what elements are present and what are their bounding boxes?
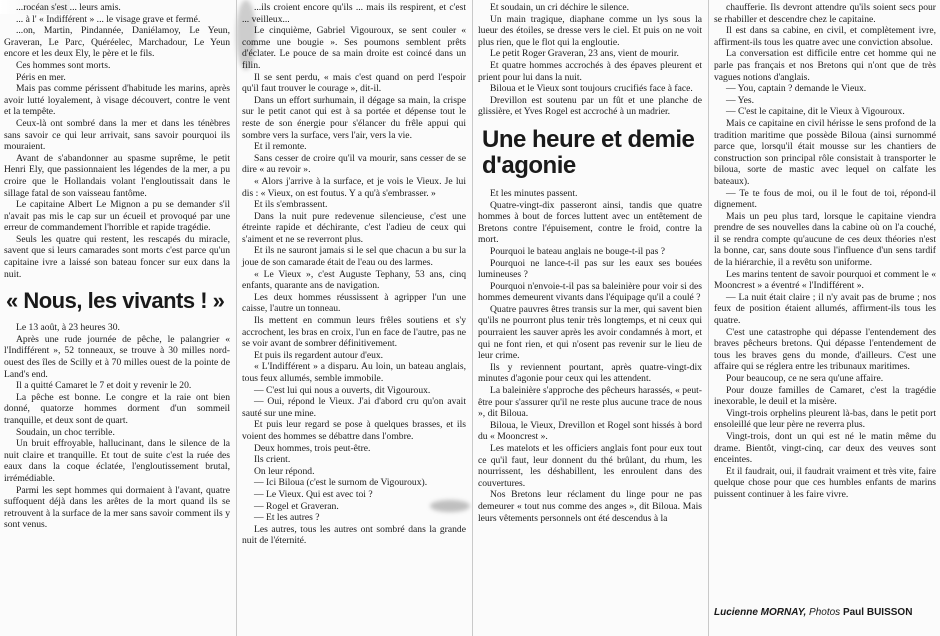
article-column-1 xyxy=(0,0,234,636)
paragraph: Biloua et le Vieux sont toujours crucifiés face à face. xyxy=(490,83,693,95)
paragraph: Nos Bretons leur réclament du linge pour ne pas demeurer « tout nus comme des anges », dit Biloua. Mais leurs vêtements personnels ont été descendus à la xyxy=(478,489,702,524)
column-1-bottom-text xyxy=(4,322,230,531)
paragraph: La pêche est bonne. Le congre et la raie ont bien donné, quatorze hommes dorment d'un sommeil tranquille, et deux sont de quart. xyxy=(4,391,230,426)
paragraph: Ils y reviennent pourtant, après quatre-vingt-dix minutes d'agonie pour ceux qui les attendent. xyxy=(478,361,702,385)
paragraph: Et puis leur regard se pose à quelques brasses, et ils voient des hommes se débattre dans l'ombre. xyxy=(242,419,466,442)
photographer-name: Paul BUISSON xyxy=(842,607,913,618)
column-3-bottom-text xyxy=(478,188,702,524)
paragraph: — You, captain ? demande le Vieux. xyxy=(726,83,867,95)
paragraph: Il est dans sa cabine, en civil, et complètement ivre, affirment-ils tous les quatre avec une conviction absolue. xyxy=(714,25,936,48)
paragraph: Il se sent perdu, « mais c'est quand on perd l'espoir qu'il faut trouver le courage », dit-il. xyxy=(242,71,466,95)
paragraph: Péris en mer. xyxy=(16,71,66,83)
paragraph: La baleinière s'approche des pêcheurs harassés, « peut-être pour s'assurer qu'il ne reste plus aucune trace de nous », dit Biloua. xyxy=(478,385,702,420)
paragraph: ...ils croient encore qu'ils ... mais ils respirent, et c'est ... veilleux... xyxy=(242,2,466,25)
paragraph: Pourquoi le bateau anglais ne bouge-t-il pas ? xyxy=(490,245,666,257)
paragraph: Drevillon est soutenu par un fût et une planche de glissière, et Yves Rogel est accroché à un madrier. xyxy=(478,94,702,118)
paragraph: ... à l' « Indifférent » ... le visage grave et fermé. xyxy=(16,13,201,25)
paragraph: Les autres, tous les autres ont sombré dans la grande nuit de l'éternité. xyxy=(242,523,466,547)
paragraph: Pour beaucoup, ce ne sera qu'une affaire. xyxy=(726,373,884,384)
paragraph: Et soudain, un cri déchire le silence. xyxy=(490,2,630,13)
paragraph: Ces hommes sont morts. xyxy=(16,59,111,71)
paragraph: Mais un peu plus tard, lorsque le capitaine viendra prendre de ses nouvelles dans la cabine où on l'a couché, il se rendra compte qu'aucune de ces deux théories n'est la bonne, car, sans doute sous l'influence d'un sens tardif de la hiérarchie, il a revêtu son uniforme. xyxy=(714,210,936,269)
section-heading-nous-les-vivants: « Nous, les vivants ! » xyxy=(6,288,225,314)
paragraph: — Te te fous de moi, ou il le fout de toi, répond-il dignement. xyxy=(714,187,936,211)
paragraph: chaufferie. Ils devront attendre qu'ils soient secs pour se rhabiller et descendre chez le capitaine. xyxy=(714,2,936,25)
photos-label: Photos xyxy=(806,607,843,618)
paragraph: Ils crient. xyxy=(254,454,291,466)
paragraph: Dans un effort surhumain, il dégage sa main, la crispe sur le petit canot qui est à sa portée et dépense tout le reste de son énergie pour s'élancer du frêle appui qui sombre vers la surface, vers l'air, vers la vie. xyxy=(242,94,466,141)
paragraph: « Le Vieux », c'est Auguste Tephany, 53 ans, cinq enfants, quarante ans de navigation. xyxy=(242,268,466,292)
paragraph: — C'est lui qui nous a ouverts, dit Vigouroux. xyxy=(254,384,431,396)
paragraph: Le capitaine Albert Le Mignon a pu se demander s'il n'avait pas mis le cap sur un écueil et provoqué par une erreur de commandement l'horrible et rapide tragédie. xyxy=(4,199,230,234)
paragraph: La conversation est difficile entre cet homme qui ne parle pas français et nos Bretons qui n'ont que de très vagues notions d'anglais. xyxy=(714,48,936,83)
paragraph: Et ils s'embrassent. xyxy=(254,199,328,211)
paragraph: Pour douze familles de Camaret, c'est la tragédie inexorable, le deuil et la misère. xyxy=(714,384,936,408)
section-heading-une-heure-et-demie: Une heure et demie d'agonie xyxy=(482,125,695,179)
paragraph: Les marins tentent de savoir pourquoi et comment le « Mooncrest » a éventré « l'Indifférent ». xyxy=(714,268,936,292)
paragraph: — La nuit était claire ; il n'y avait pas de brume ; nos feux de position étaient allumés, affirment-ils tous les quatre. xyxy=(714,291,936,327)
paragraph: Mais pas comme périssent d'habitude les marins, après avoir lutté loyalement, à visage découvert, contre le vent et la tempête. xyxy=(4,83,230,118)
paragraph: Mais ce capitaine en civil hérisse le sens profond de la tradition maritime que possède Biloua (ainsi surnommé parce que, lorsqu'il était mousse sur les chantiers de construction son principal rôle consistait à transporter le biloua, sorte de mastic avec lequel on calfate les bateaux). xyxy=(714,117,936,187)
paragraph: ...rocéan s'est ... leurs amis. xyxy=(16,2,121,13)
paragraph: Quatre-vingt-dix passeront ainsi, tandis que quatre hommes à bout de forces luttent avec un entêtement de Bretons contre l'épuisement, contre le froid, contre la mort. xyxy=(478,199,702,246)
paragraph: Les matelots et les officiers anglais font pour eux tout ce qu'il faut, leur donnent du thé brûlant, du rhum, les nourrissent, les déshabillent, les enroulent dans des couvertures. xyxy=(478,443,702,489)
paragraph: Avant de s'abandonner au spasme suprême, le petit Henri Ely, que passionnaient les légendes de la mer, a pu croire que le Hollandais volant l'engloutissait dans le sillage fatal de son vaisseau fantôme. xyxy=(4,152,230,199)
column-separator xyxy=(236,0,237,636)
paragraph: Vingt-trois orphelins pleurent là-bas, dans le petit port ensoleillé que leur père ne reverra plus. xyxy=(714,407,936,431)
paragraph: Ils mettent en commun leurs frêles soutiens et s'y accrochent, les bras en croix, l'un en face de l'autre, pas ne se voir avant de sombrer définitivement. xyxy=(242,315,467,350)
paragraph: Sans cesser de croire qu'il va mourir, sans cesser de se dire « au revoir ». xyxy=(242,152,466,176)
paragraph: Un bruit effroyable, hallucinant, dans le silence de la nuit claire et tranquille. Et tout de suite c'est la ruée des eaux dans la coque éclatée, l'engloutissement brutal, irrémédiable. xyxy=(4,438,230,484)
paragraph: Le cinquième, Gabriel Vigouroux, se sent couler « comme une bougie ». Ses poumons semblent prêts d'éclater. Le pouce de sa main droite est coincé dans un filin. xyxy=(242,25,466,71)
paragraph: « L'Indifférent » a disparu. Au loin, un bateau anglais, tous feux allumés, semble immobile. xyxy=(242,361,466,384)
paragraph: Ceux-là ont sombré dans la mer et dans les ténèbres sans savoir ce qui leur arrivait, sans savoir pourquoi ils mouraient. xyxy=(4,117,230,153)
paragraph: — Oui, répond le Vieux. J'ai d'abord cru qu'on avait sauté sur une mine. xyxy=(242,396,466,419)
paragraph: — Le Vieux. Qui est avec toi ? xyxy=(254,488,373,500)
paragraph: Parmi les sept hommes qui dormaient à l'avant, quatre suffoquent déjà dans les arêtes de la mort quand ils se retrouvent à la surface de la mer sans savoir comment ils y sont venus. xyxy=(4,484,230,531)
paragraph: Et puis ils regardent autour d'eux. xyxy=(254,349,384,361)
paragraph: Le petit Roger Graveran, 23 ans, vient de mourir. xyxy=(490,48,679,60)
paragraph: — Yes. xyxy=(726,94,754,106)
paragraph: Il a quitté Camaret le 7 et doit y revenir le 20. xyxy=(16,380,192,392)
article-column-2 xyxy=(238,0,470,636)
byline-credit xyxy=(714,607,936,618)
paragraph: Pourquoi ne lance-t-il pas sur les eaux ses bouées lumineuses ? xyxy=(478,257,702,281)
paragraph: « Alors j'arrive à la surface, et je vois le Vieux. Je lui dis : « Vieux, on est foutus. Y a qu'à s'embrasser. » xyxy=(242,175,466,199)
paragraph: — Rogel et Graveran. xyxy=(254,500,339,512)
paragraph: ...on, Martin, Pindannée, Daniélamoy, Le Yeun, Graveran, Le Parc, Quéréelec, Marchadour, Le Yeun encore et les deux Ely, le père et le fils. xyxy=(4,25,230,60)
paragraph: Quatre pauvres êtres transis sur la mer, qui savent bien qu'ils ne pourront plus tenir très longtemps, et ni ceux qui pourraient les sauver après les avoir condamnés à mort, et qui ne font rien, et qui n'osent pas revenir sur le lieu de leur crime. xyxy=(478,303,702,362)
paragraph: On leur répond. xyxy=(254,465,315,477)
paragraph: Biloua, le Vieux, Drevillon et Rogel sont hissés à bord du « Mooncrest ». xyxy=(478,419,702,443)
paragraph: Seuls les quatre qui restent, les rescapés du miracle, savent que si leurs camarades sont morts c'est parce qu'un capitaine ivre a laissé son bateau foncer sur eux dans la nuit. xyxy=(4,233,230,280)
paragraph: — Et les autres ? xyxy=(254,512,320,524)
column-1-top-text xyxy=(4,2,230,280)
paragraph: Et les minutes passent. xyxy=(490,187,578,199)
paragraph: Soudain, un choc terrible. xyxy=(16,426,115,438)
paragraph: Dans la nuit pure redevenue silencieuse, c'est une étreinte rapide et déchirante, c'est l'adieu de ceux qui s'aiment et ne se reverront plus. xyxy=(242,210,466,245)
paragraph: Après une rude journée de pêche, le palangrier « l'Indifférent », 52 tonneaux, se trouve à 30 milles nord-ouest des îles de Scilly et à 70 milles ouest de la pointe de Land's end. xyxy=(4,333,230,380)
paragraph: Et quatre hommes accrochés à des épaves pleurent et prient pour lui dans la nuit. xyxy=(478,59,702,83)
paragraph: — C'est le capitaine, dit le Vieux à Vigouroux. xyxy=(726,106,905,118)
paragraph: Pourquoi n'envoie-t-il pas sa baleinière pour voir si des hommes demeurent vivants dans l'équipage qu'il a coulé ? xyxy=(478,280,702,304)
column-3-top-text xyxy=(478,2,702,118)
paragraph: Deux hommes, trois peut-être. xyxy=(254,442,371,454)
paragraph: Et ils ne sauront jamais si le sel que chacun a bu sur la joue de son camarade était de l'eau ou des larmes. xyxy=(242,245,466,269)
paragraph: Et il faudrait, oui, il faudrait vraiment et très vite, faire quelque chose pour que ces humbles enfants de marins puissent continuer à les faire vivre. xyxy=(714,465,936,500)
article-column-3 xyxy=(474,0,706,636)
paragraph: Les deux hommes réussissent à agripper l'un une caisse, l'autre un tonneau. xyxy=(242,291,466,315)
paragraph: — Ici Biloua (c'est le surnom de Vigouroux). xyxy=(254,477,428,489)
paragraph: Vingt-trois, dont un qui est né le matin même du drame. Bientôt, vingt-cinq, car deux des veuves sont enceintes. xyxy=(714,430,936,466)
column-separator xyxy=(708,0,709,636)
paragraph: Et il remonte. xyxy=(254,141,307,153)
column-separator xyxy=(472,0,473,636)
paragraph: C'est une catastrophe qui dépasse l'entendement des braves pêcheurs bretons. Qui dépasse l'entendement de tous les braves gens du monde, d'ailleurs. C'est une affaire qui se réglera entre les tribunaux maritimes. xyxy=(714,326,936,373)
author-name: Lucienne MORNAY, xyxy=(714,607,807,618)
paragraph: Le 13 août, à 23 heures 30. xyxy=(16,322,120,334)
paragraph: Un main tragique, diaphane comme un lys sous la lueur des étoiles, se dresse vers le ciel. Et puis on ne voit plus rien, que le flot qui la engloutie. xyxy=(478,13,702,48)
article-column-4 xyxy=(710,0,940,636)
